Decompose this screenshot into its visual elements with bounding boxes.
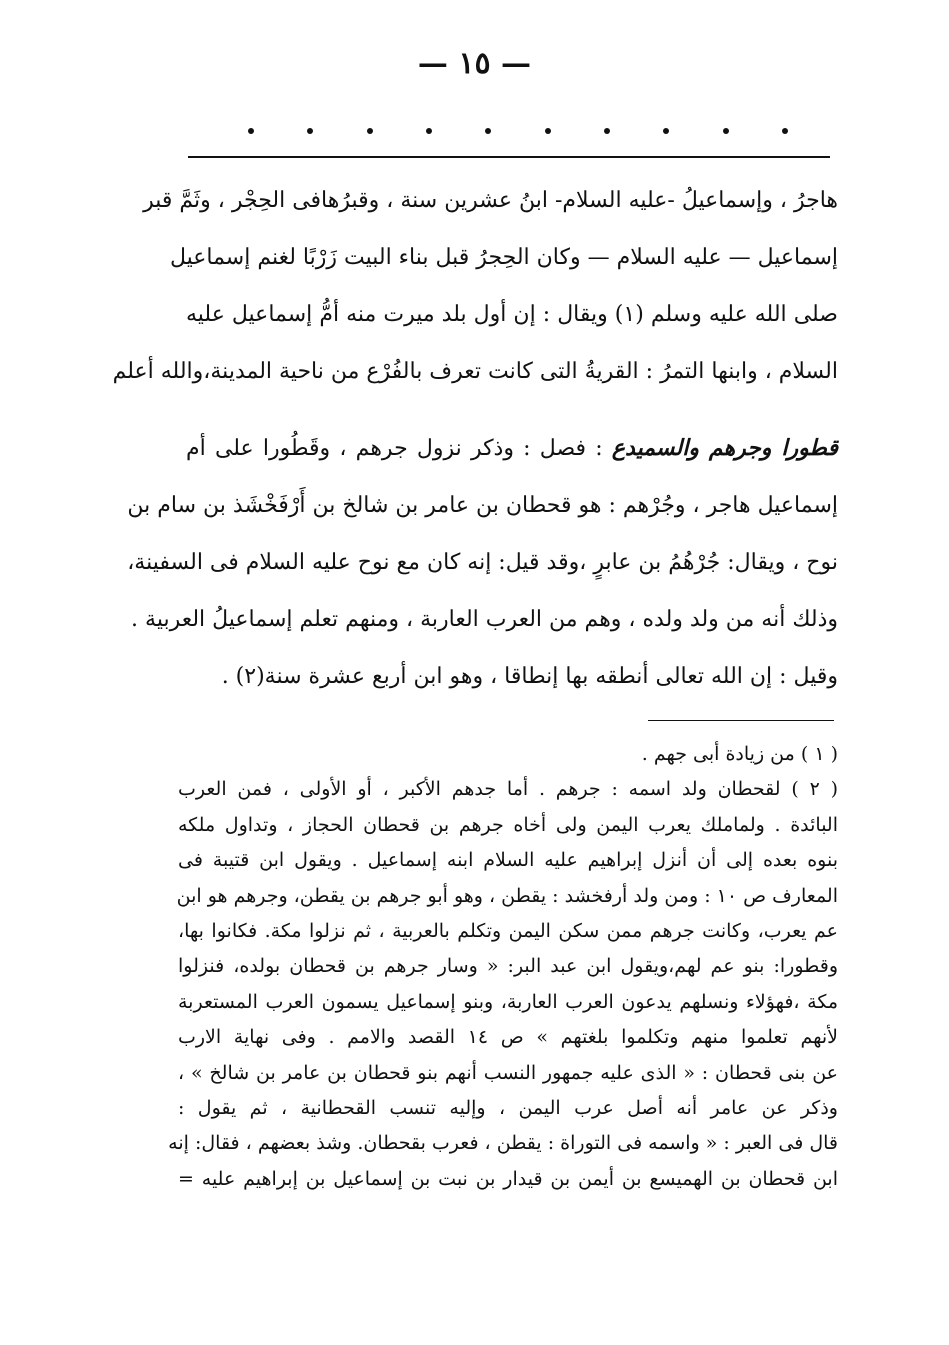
footnote-line: لأنهم تعلموا منهم وتكلموا بلغتهم » ص ١٤ القصد والامم . وفى نهاية الارب [178, 1026, 838, 1049]
text-line: وقيل : إن الله تعالى أنطقه بها إنطاقا ، وهو ابن أربع عشرة سنة(٢) . [221, 664, 838, 689]
footnote-line: وذكر عن عامر أنه أصل عرب اليمن ، وإليه تنسب القحطانية ، ثم يقول : [178, 1096, 838, 1119]
text-line: السلام ، وابنها التمرُ : القريةُ التى كانت تعرف بالفُرْع من ناحية المدينة،والله أعلم [112, 359, 838, 384]
text-line [186, 420, 838, 477]
footnote-line: ( ٢ ) لقحطان ولد اسمه : جرهم . أما جدهم الأكبر ، أو الأولى ، فمن العرب [178, 778, 839, 801]
ornament-dot [604, 128, 610, 134]
footnote-line: مكة ،فهؤلاء ونسلهم يدعون العرب العاربة، وبنو إسماعيل يسمون العرب المستعربة [178, 990, 838, 1013]
footnotes [168, 737, 839, 1197]
footnote-line: البائدة . ولماملك يعرب اليمن ولى أخاه جرهم بن قحطان الحجاز ، وتداول ملكه [178, 813, 838, 836]
text-line-rest: : فصل : وذكر نزول جرهم ، وقَطُورا على أم [186, 436, 612, 461]
footnote-line: قال فى العبر : « واسمه فى التوراة : يقطن ، فعرب بقحطان. وشذ بعضهم ، فقال: إنه [168, 1132, 838, 1155]
ornament-dot [307, 128, 313, 134]
text-line: نوح ، ويقال: جُرْهُمُ بن عابرٍ ،وقد قيل: إنه كان مع نوح عليه السلام فى السفينة، [127, 550, 838, 575]
footnote-line: ( ١ ) من زيادة أبى جهم . [641, 743, 838, 765]
footnote-divider [648, 720, 834, 721]
ornamental-dot-row [248, 128, 788, 134]
ornament-dot [782, 128, 788, 134]
ornament-dot [485, 128, 491, 134]
footnote-line: المعارف ص ١٠ : ومن ولد أرفخشد : يقطن ، وهو أبو جرهم بن يقطن، وجرهم هو ابن [176, 884, 838, 907]
header-divider [188, 156, 830, 158]
body-paragraph-2 [127, 420, 838, 705]
ornament-dot [248, 128, 254, 134]
ornament-dot [663, 128, 669, 134]
footnote-line: عن بنى قحطان : « الذى عليه جمهور النسب أنهم بنو قحطان بن عامر بن شالخ » ، [178, 1061, 838, 1084]
footnote-line: ابن قحطان بن الهميسع بن أيمن بن قيدار بن نبت بن إسماعيل بن إبراهيم عليه = [178, 1167, 838, 1190]
ornament-dot [723, 128, 729, 134]
text-line: صلى الله عليه وسلم (١) ويقال : إن أول بلد ميرت منه أمُّ إسماعيل عليه [186, 302, 838, 327]
page-number: — ١٥ — [417, 46, 532, 81]
ornament-dot [426, 128, 432, 134]
footnote-line: عم يعرب، وكانت جرهم ممن سكن اليمن وتكلم بالعربية ، ثم نزلوا مكة. فكانوا بها، [178, 919, 838, 942]
text-line: وذلك أنه من ولد ولده ، وهم من العرب العاربة ، ومنهم تعلم إسماعيلُ العربية . [131, 607, 838, 632]
ornament-dot [545, 128, 551, 134]
body-paragraph-1 [112, 172, 838, 400]
side-heading: قطورا وجرهم والسميدع [611, 435, 838, 461]
footnote-line: وقطورا: بنو عم لهم،ويقول ابن عبد البر: « وسار جرهم بن قحطان بولده، فنزلوا [178, 955, 838, 978]
ornament-dot [367, 128, 373, 134]
text-line: هاجرُ ، وإسماعيلُ -عليه السلام- ابنُ عشرين سنة ، وقبرُهافى الحِجْر ، وثَمَّ قبر [143, 188, 838, 213]
text-line: إسماعيل — عليه السلام — وكان الحِجرُ قبل بناء البيت زَرْبًا لغنم إسماعيل [169, 245, 838, 270]
footnote-line: بنوه بعده إلى أن أنزل إبراهيم عليه السلام ابنه إسماعيل . ويقول ابن قتيبة فى [178, 849, 838, 872]
text-line: إسماعيل هاجر ، وجُرْهم : هو قحطان بن عامر بن شالخ بن أَرْفَخْشَذ بن سام بن [127, 493, 838, 518]
